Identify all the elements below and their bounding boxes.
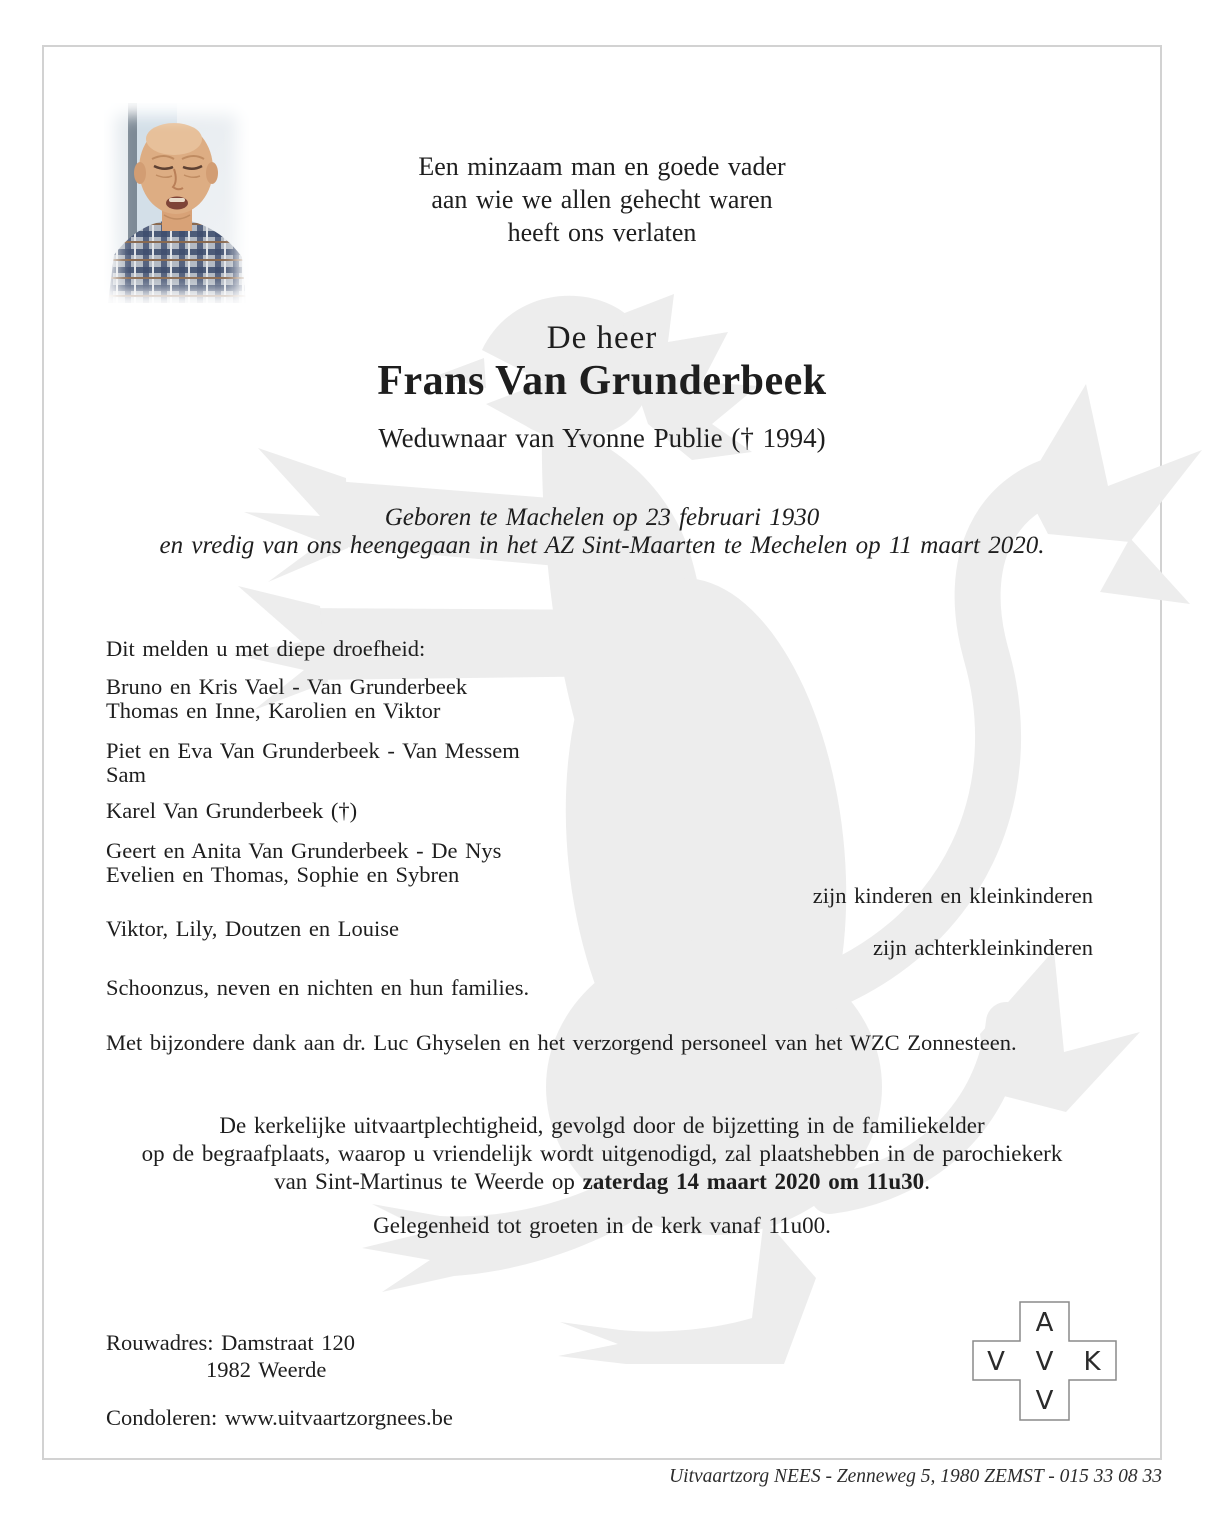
family-group-3	[106, 799, 357, 823]
ceremony-line-1: De kerkelijke uitvaartplechtigheid, gevolgd door de bijzetting in de familiekelder	[219, 1113, 985, 1138]
family-line: Evelien en Thomas, Sophie en Sybren	[106, 861, 460, 887]
condolence-line	[106, 1406, 453, 1430]
mourning-address-label: Rouwadres:	[106, 1330, 222, 1355]
ceremony-line-3-suffix: .	[924, 1168, 930, 1194]
condolence-label: Condoleren:	[106, 1405, 225, 1430]
quote-line-1: Een minzaam man en goede vader	[418, 152, 786, 181]
thanks-line: Met bijzondere dank aan dr. Luc Ghyselen en het verzorgend personeel van het WZC Zonnesteen.	[106, 1030, 1017, 1055]
family-line: Geert en Anita Van Grunderbeek - De Nys	[106, 838, 502, 863]
family-group-4	[106, 839, 501, 886]
mourning-address-city: 1982 Weerde	[206, 1357, 327, 1382]
mourning-address-line-1	[106, 1331, 355, 1355]
relation-great-grandchildren-label: zijn achterkleinkinderen	[872, 935, 1093, 960]
ceremony-line-2: op de begraafplaats, waarop u vriendelijk wordt uitgenodigd, zal plaatshebben in de parochiekerk	[141, 1140, 1063, 1166]
memorial-quote	[42, 150, 1162, 249]
relation-children-label: zijn kinderen en kleinkinderen	[812, 883, 1093, 908]
family-group-5	[106, 917, 399, 941]
avvk-cross-logo	[972, 1301, 1117, 1421]
announcement-intro: Dit melden u met diepe droefheid:	[106, 636, 426, 661]
ceremony-line-3	[42, 1168, 1162, 1196]
condolence-url: www.uitvaartzorgnees.be	[224, 1405, 453, 1430]
widower-line: Weduwnaar van Yvonne Publie († 1994)	[378, 423, 826, 453]
family-line: Bruno en Kris Vael - Van Grunderbeek	[106, 674, 468, 699]
family-line: Thomas en Inne, Karolien en Viktor	[106, 697, 441, 723]
extended-family-line: Schoonzus, neven en nichten en hun families.	[106, 975, 530, 1000]
died-line: en vredig van ons heengegaan in het AZ Sint-Maarten te Mechelen op 11 maart 2020.	[159, 532, 1045, 559]
deceased-name: Frans Van Grunderbeek	[377, 358, 827, 404]
family-line: Sam	[106, 761, 147, 787]
ceremony-date-bold: zaterdag 14 maart 2020 om 11u30	[582, 1168, 925, 1194]
cross-letter-right: K	[1083, 1347, 1101, 1377]
greeting-line: Gelegenheid tot groeten in de kerk vanaf 11u00.	[373, 1213, 831, 1238]
born-line: Geboren te Machelen op 23 februari 1930	[384, 504, 820, 531]
quote-line-3: heeft ons verlaten	[507, 218, 697, 247]
mourning-address-line-2	[106, 1358, 326, 1382]
cross-letter-top: A	[1035, 1308, 1054, 1338]
ceremony-paragraph	[42, 1112, 1162, 1195]
family-group-1	[106, 675, 467, 722]
mourning-address-street: Damstraat 120	[221, 1330, 355, 1355]
cross-letter-left: V	[987, 1347, 1005, 1377]
salutation: De heer	[546, 320, 658, 356]
family-line: Viktor, Lily, Doutzen en Louise	[106, 916, 399, 941]
footer-funeral-home: Uitvaartzorg NEES - Zenneweg 5, 1980 ZEMST - 015 33 08 33	[669, 1466, 1162, 1487]
family-line: Karel Van Grunderbeek (†)	[106, 798, 358, 823]
cross-letter-bottom: V	[1035, 1386, 1054, 1416]
cross-letter-center: V	[1035, 1347, 1054, 1377]
life-dates	[42, 504, 1162, 560]
family-line: Piet en Eva Van Grunderbeek - Van Messem	[106, 738, 520, 763]
family-group-6	[106, 976, 529, 1000]
quote-line-2: aan wie we allen gehecht waren	[431, 185, 773, 214]
ceremony-line-3-prefix: van Sint-Martinus te Weerde op	[274, 1168, 583, 1194]
family-group-2	[106, 739, 520, 786]
